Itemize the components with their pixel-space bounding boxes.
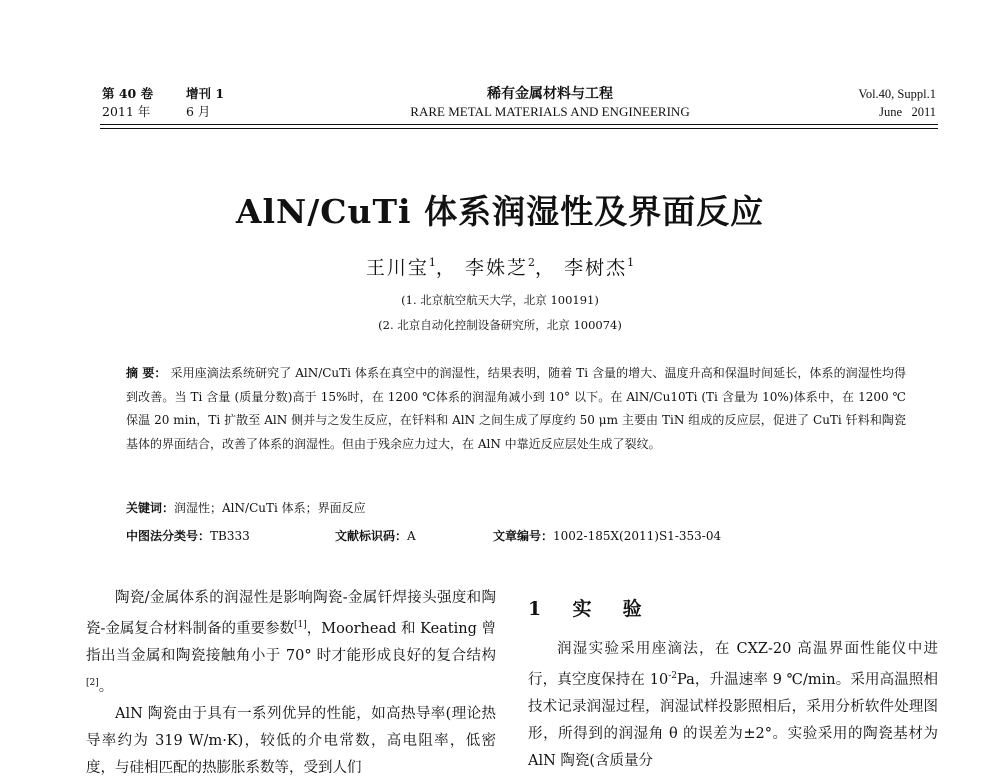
- author-separator: ，: [535, 257, 557, 279]
- author-separator: ，: [435, 257, 457, 279]
- volume-en: Vol.40, Suppl.1: [858, 87, 936, 101]
- month-label: 6 月: [186, 104, 211, 119]
- year-label: 2011 年: [102, 104, 151, 119]
- keywords-text: 润湿性；AlN/CuTi 体系；界面反应: [174, 501, 366, 515]
- doc-code-label: 文献标识码：: [335, 529, 408, 543]
- abstract-label: 摘 要：: [126, 366, 167, 380]
- author-affil-mark: 2: [528, 256, 535, 269]
- author-list: [0, 253, 1000, 280]
- doc-code-value: A: [407, 529, 416, 543]
- article-number: [493, 527, 721, 545]
- keywords: [126, 499, 366, 517]
- issue-label: 增刊 1: [186, 86, 225, 101]
- abstract-text: 采用座滴法系统研究了 AlN/CuTi 体系在真空中的润湿性，结果表明，随着 Ti 含量的增大、温度升高和保温时间延长，体系的润湿性均得到改善。当 Ti 含量 (质量分数)高于 15%时，在 1200 ℃体系的润湿角减小到 10° 以下。在 AlN/Cu10Ti (Ti 含量为 10%)体系中，在 1200 ℃保温 20 min，Ti 扩散至 AlN 侧并与之发生反应，在钎料和 AlN 之间生成了厚度约 50 μm 主要由 TiN 组成的反应层，促进了 CuTi 钎料和陶瓷基体的界面结合，改善了体系的润湿性。但由于残余应力过大，在 AlN 中靠近反应层处生成了裂纹。: [126, 366, 906, 451]
- document-code: [335, 527, 416, 545]
- header-left: [102, 85, 224, 121]
- affiliation-2: (2. 北京自动化控制设备研究所，北京 100074): [378, 318, 622, 332]
- body-left-column: [86, 585, 496, 782]
- header-rule-thick: [100, 124, 938, 125]
- author-affil-mark: 1: [627, 256, 635, 269]
- header-rule-thin: [100, 128, 938, 129]
- experiment-paragraph: [528, 636, 938, 775]
- journal-name-en: RARE METAL MATERIALS AND ENGINEERING: [410, 104, 690, 119]
- citation-ref: [1]: [294, 620, 307, 630]
- header-right: [858, 85, 936, 121]
- keywords-label: 关键词：: [126, 501, 175, 515]
- paper-title: AlN/CuTi 体系润湿性及界面反应: [235, 192, 765, 231]
- body-right-column: [528, 636, 938, 775]
- citation-ref: [2]: [86, 678, 99, 688]
- author-name: 李树杰: [564, 257, 628, 279]
- exponent: -2: [668, 671, 677, 681]
- volume-label: 第 40 卷: [102, 86, 154, 101]
- intro-text: 。: [98, 679, 114, 695]
- clc-label: 中图法分类号：: [126, 529, 211, 543]
- intro-text: ，Moorhead 和 Keating 曾指出当金属和陶瓷接触角小于 70° 时才能形成良好的复合结构: [86, 621, 496, 664]
- affiliation-1: (1. 北京航空航天大学，北京 100191): [401, 293, 599, 307]
- journal-name-cn: 稀有金属材料与工程: [487, 86, 613, 102]
- date-en: June 2011: [879, 105, 936, 119]
- abstract: [126, 362, 906, 456]
- clc-value: TB333: [210, 529, 250, 543]
- clc-number: [126, 527, 250, 545]
- article-number-label: 文章编号：: [493, 529, 554, 543]
- journal-name: [370, 85, 730, 121]
- article-number-value: 1002-185X(2011)S1-353-04: [553, 529, 722, 543]
- author-name: 李姝芝: [464, 257, 528, 279]
- section-heading: 1 实 验: [528, 598, 648, 620]
- author-name: 王川宝: [365, 257, 429, 279]
- intro-paragraph-2: AlN 陶瓷由于具有一系列优异的性能，如高热导率(理论热导率约为 319 W/m·K)，较低的介电常数，高电阻率，低密度，与硅相匹配的热膨胀系数等，受到人们: [86, 706, 496, 776]
- experiment-text: Pa，升温速率 9 ℃/min。采用高温照相技术记录润湿过程，润湿试样投影照相后，采用分析软件处理图形，所得到的润湿角 θ 的误差为±2°。实验采用的陶瓷基材为 AlN 陶瓷(含质量分: [528, 672, 938, 769]
- author-affil-mark: 1: [428, 256, 436, 269]
- experiment-text: 润湿实验采用座滴法，在 CXZ-20 高温界面性能仪中进行，真空度保持在 10: [528, 641, 938, 688]
- intro-paragraph-1: [86, 585, 496, 701]
- intro-text: 陶瓷/金属体系的润湿性是影响陶瓷-金属钎焊接头强度和陶瓷-金属复合材料制备的重要参数: [86, 590, 496, 637]
